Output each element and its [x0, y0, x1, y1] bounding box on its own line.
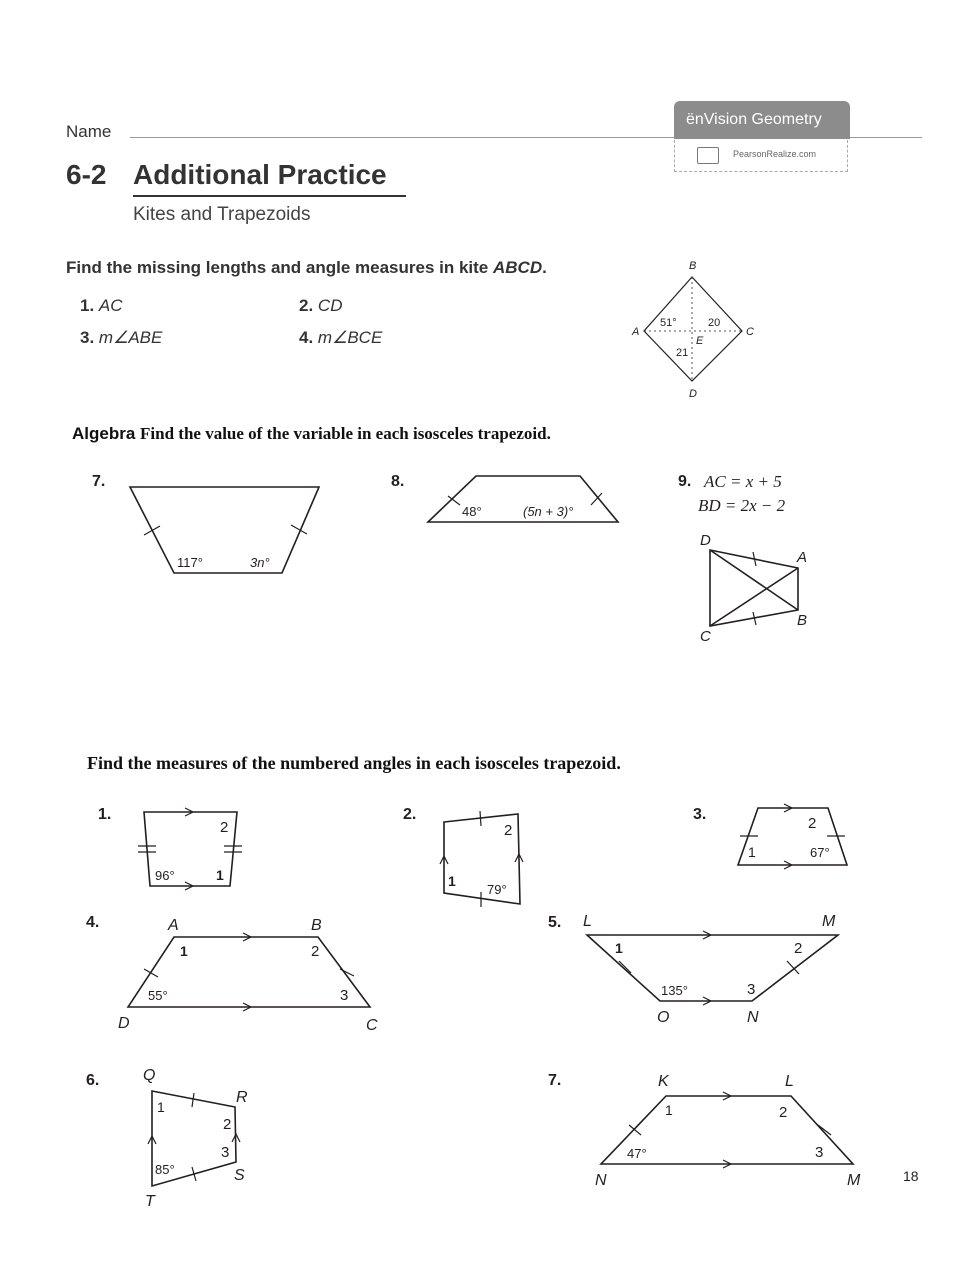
angle-number: 2 [220, 819, 229, 836]
angle-problem-4-number: 4. [86, 914, 100, 931]
angle-number: 2 [311, 943, 320, 960]
kite-figure [620, 255, 770, 405]
angle-number: 3 [221, 1144, 230, 1161]
page-title: Additional Practice [133, 159, 387, 190]
vertex-l: L [583, 913, 592, 930]
angle-problem-4-figure [110, 910, 390, 1035]
angle-number: 1 [180, 943, 188, 959]
kite-instruction [66, 258, 547, 278]
vertex-o: O [657, 1009, 670, 1026]
angle-label: 3n° [250, 555, 270, 570]
angle-number: 2 [223, 1116, 232, 1133]
problem-number: 4. [299, 328, 314, 347]
problem-number: 3. [80, 328, 95, 347]
vertex-c: C [746, 326, 754, 338]
angle-problem-6-number: 6. [86, 1072, 100, 1089]
angle-number: 3 [340, 987, 349, 1004]
vertex-d: D [118, 1015, 130, 1032]
vertex-n: N [747, 1009, 759, 1026]
tick-mark [192, 1093, 194, 1107]
alg-problem-9-number: 9. [678, 473, 692, 490]
vertex-n: N [595, 1172, 607, 1189]
tick-mark [619, 961, 631, 973]
vertex-r: R [236, 1089, 248, 1106]
page-subtitle: Kites and Trapezoids [133, 204, 311, 225]
angle-problem-3-figure [730, 800, 855, 872]
vertex-c: C [700, 628, 711, 645]
problem-text: CD [317, 296, 343, 315]
vertex-c: C [366, 1017, 378, 1034]
vertex-e: E [696, 335, 704, 347]
trapezoid-7 [130, 487, 319, 573]
angle-number: 1 [216, 867, 224, 883]
kite-problem-3 [80, 328, 162, 348]
angle-label: 51° [660, 317, 677, 329]
angle-label: 47° [627, 1146, 647, 1161]
angle-number: 3 [747, 981, 756, 998]
alg-problem-8-figure [420, 470, 630, 530]
vertex-q: Q [143, 1067, 156, 1084]
angle-label: 79° [487, 882, 507, 897]
title-underline [133, 195, 406, 197]
vertex-a: A [632, 326, 640, 338]
angle-problem-5-number: 5. [548, 914, 562, 931]
angle-label: 55° [148, 988, 168, 1003]
length-label-1: 20 [708, 317, 721, 329]
kite-problem-4 [299, 328, 382, 348]
vertex-b: B [311, 917, 322, 934]
angle-label: 48° [462, 504, 482, 519]
alg-problem-7-figure [120, 478, 330, 578]
angle-problem-1-number: 1. [98, 806, 112, 823]
angle-problem-1-figure [130, 800, 250, 895]
brand-name: ënVision Geometry [686, 111, 822, 128]
angle-problem-7-number: 7. [548, 1072, 562, 1089]
kite-name: ABCD [492, 258, 543, 277]
angle-label: 96° [155, 868, 175, 883]
problem-number: 1. [80, 296, 95, 315]
alg-problem-8-number: 8. [391, 473, 405, 490]
alg-problem-7-number: 7. [92, 473, 106, 490]
kite-instruction-text: Find the missing lengths and angle measures in kite [66, 258, 493, 277]
angle-number: 1 [448, 873, 456, 889]
vertex-s: S [234, 1167, 245, 1184]
angle-problem-5-figure [575, 908, 850, 1028]
tick-mark [480, 811, 481, 826]
kite-instruction-end: . [542, 258, 547, 277]
angle-problem-3-number: 3. [693, 806, 707, 823]
angle-number: 2 [779, 1104, 788, 1121]
vertex-k: K [658, 1073, 669, 1090]
angle-label: 117° [177, 555, 203, 570]
kite-outline [644, 277, 742, 381]
angle-number: 1 [615, 940, 623, 956]
problem-text: AC [98, 296, 123, 315]
angle-number: 1 [665, 1102, 673, 1118]
angle-number: 3 [815, 1144, 824, 1161]
vertex-t: T [145, 1193, 155, 1210]
vertex-l: L [785, 1073, 794, 1090]
equation-ac: AC = x + 5 [704, 472, 782, 491]
angle-number: 1 [748, 844, 756, 860]
angle-problem-2-number: 2. [403, 806, 417, 823]
vertex-b: B [689, 260, 697, 272]
angle-number: 1 [157, 1099, 165, 1115]
angle-problem-6-figure [135, 1064, 255, 1214]
algebra-instruction [72, 424, 551, 444]
lesson-number: 6-2 [66, 159, 107, 190]
angle-label: 85° [155, 1162, 175, 1177]
website-url: PearsonRealize.com [733, 149, 817, 159]
algebra-label: Algebra [72, 424, 136, 443]
angles-instruction: Find the measures of the numbered angles in each isosceles trapezoid. [87, 753, 621, 773]
angle-label: 67° [810, 845, 830, 860]
problem-text: m∠BCE [317, 328, 383, 347]
name-label: Name [66, 122, 112, 141]
problem-text: m∠ABE [98, 328, 163, 347]
equation-bd: BD = 2x − 2 [698, 496, 786, 515]
vertex-d: D [700, 532, 711, 549]
alg-problem-9-figure [690, 528, 820, 648]
vertex-a: A [797, 549, 808, 566]
angle-problem-7-figure [585, 1068, 875, 1198]
vertex-m: M [822, 913, 836, 930]
tick-mark [144, 969, 158, 977]
tick-mark [144, 526, 160, 535]
algebra-instruction-text: Find the value of the variable in each isosceles trapezoid. [140, 424, 551, 443]
vertex-b: B [797, 612, 808, 629]
length-label-2: 21 [676, 347, 689, 359]
vertex-a: A [168, 917, 179, 934]
vertex-d: D [689, 388, 697, 400]
angle-number: 2 [808, 815, 817, 832]
angle-number: 2 [504, 822, 513, 839]
problem-number: 2. [299, 296, 314, 315]
page-number: 18 [903, 1168, 919, 1184]
angle-label: (5n + 3)° [523, 504, 574, 519]
kite-problem-2 [299, 296, 342, 316]
kite-problem-1 [80, 296, 123, 316]
angle-number: 2 [794, 940, 803, 957]
angle-problem-2-figure [430, 806, 530, 911]
vertex-m: M [847, 1172, 861, 1189]
wifi-icon [697, 147, 719, 164]
angle-label: 135° [661, 983, 688, 998]
